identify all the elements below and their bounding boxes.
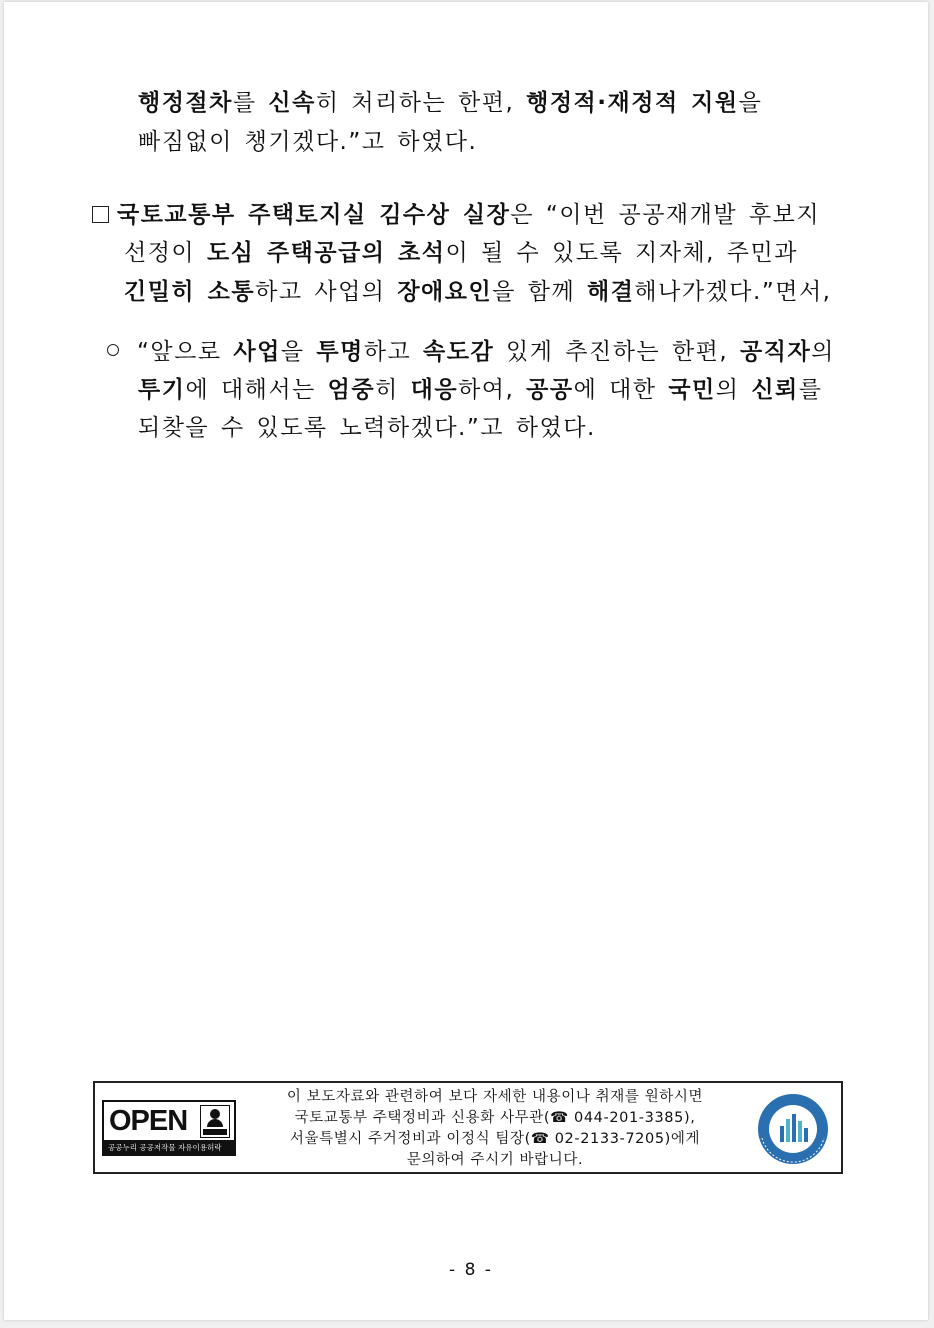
- contact-line: 서울특별시 주거정비과 이정식 팀장(☎ 02-2133-7205)에게: [289, 1131, 701, 1147]
- contact-line: 이 보도자료와 관련하여 보다 자세한 내용이나 취재를 원하시면: [286, 1089, 704, 1105]
- paragraph-1-line-2: 빠짐없이 챙기겠다.”고 하였다.: [138, 129, 478, 155]
- paragraph-2-line-2: 선정이 도심 주택공급의 초석이 될 수 있도록 지자체, 주민과: [124, 240, 798, 266]
- paragraph-3-line-2: 투기에 대해서는 엄중히 대응하여, 공공에 대한 국민의 신뢰를: [138, 377, 823, 403]
- paragraph-3-line-1: “앞으로 사업을 투명하고 속도감 있게 추진하는 한편, 공직자의: [107, 337, 835, 367]
- contact-box: [93, 1081, 843, 1174]
- page-number: - 8 -: [449, 1260, 493, 1280]
- paragraph-1-line-1: 행정절차를 신속히 처리하는 한편, 행정적·재정적 지원을: [138, 90, 763, 116]
- paragraph-3-line-3: 되찾을 수 있도록 노력하겠다.”고 하였다.: [138, 415, 596, 441]
- person-icon: [200, 1105, 230, 1138]
- paragraph-2-line-3: 긴밀히 소통하고 사업의 장애요인을 함께 해결해나가겠다.”면서,: [124, 279, 832, 305]
- square-bullet-icon: [92, 206, 109, 223]
- open-license-logo: OPEN 공공누리 공공저작물 자유이용허락: [102, 1100, 236, 1156]
- contact-text: [240, 1087, 750, 1171]
- document-page: [4, 2, 928, 1320]
- national-statistics-logo: [756, 1092, 830, 1166]
- contact-line: 국토교통부 주택정비과 신용화 사무관(☎ 044-201-3385),: [294, 1110, 696, 1126]
- circle-bullet-icon: [107, 344, 119, 356]
- contact-line: 문의하여 주시기 바랍니다.: [406, 1152, 584, 1168]
- paragraph-2-line-1: 국토교통부 주택토지실 김수상 실장은 “이번 공공재개발 후보지: [92, 200, 820, 230]
